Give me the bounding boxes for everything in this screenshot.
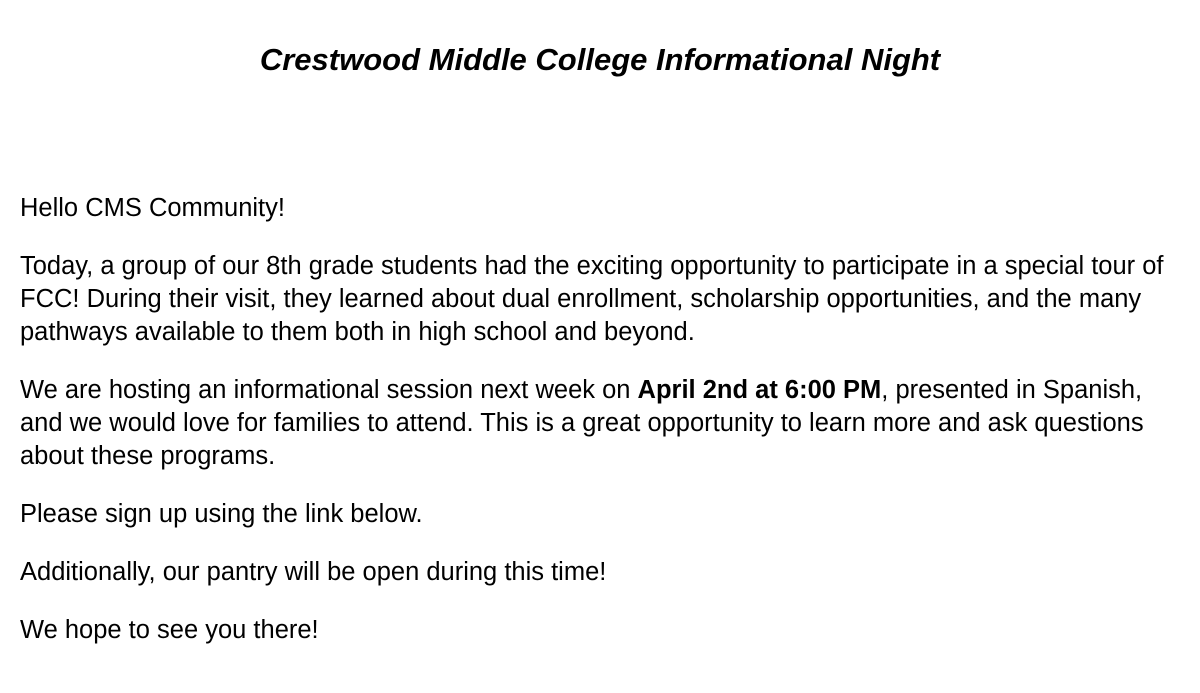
session-paragraph bbox=[20, 374, 1185, 473]
session-text-after: , presented in Spanish, and we would love for families to attend. This is a great opportunity to learn more and ask questions about these programs. bbox=[20, 376, 1144, 470]
session-date-time: April 2nd at 6:00 PM bbox=[637, 376, 882, 404]
pantry-paragraph: Additionally, our pantry will be open during this time! bbox=[20, 558, 607, 586]
announcement-body bbox=[20, 192, 1185, 647]
intro-paragraph: Today, a group of our 8th grade students had the exciting opportunity to participate in a special tour of FCC! During their visit, they learned about dual enrollment, scholarship opportunities, and the many pathways available to them both in high school and beyond. bbox=[20, 252, 1164, 346]
greeting-paragraph: Hello CMS Community! bbox=[20, 194, 285, 222]
closing-paragraph: We hope to see you there! bbox=[20, 616, 319, 644]
page-title: Crestwood Middle College Informational Night bbox=[259, 42, 941, 77]
session-text-before: We are hosting an informational session next week on bbox=[20, 376, 638, 404]
signup-paragraph: Please sign up using the link below. bbox=[20, 500, 423, 528]
